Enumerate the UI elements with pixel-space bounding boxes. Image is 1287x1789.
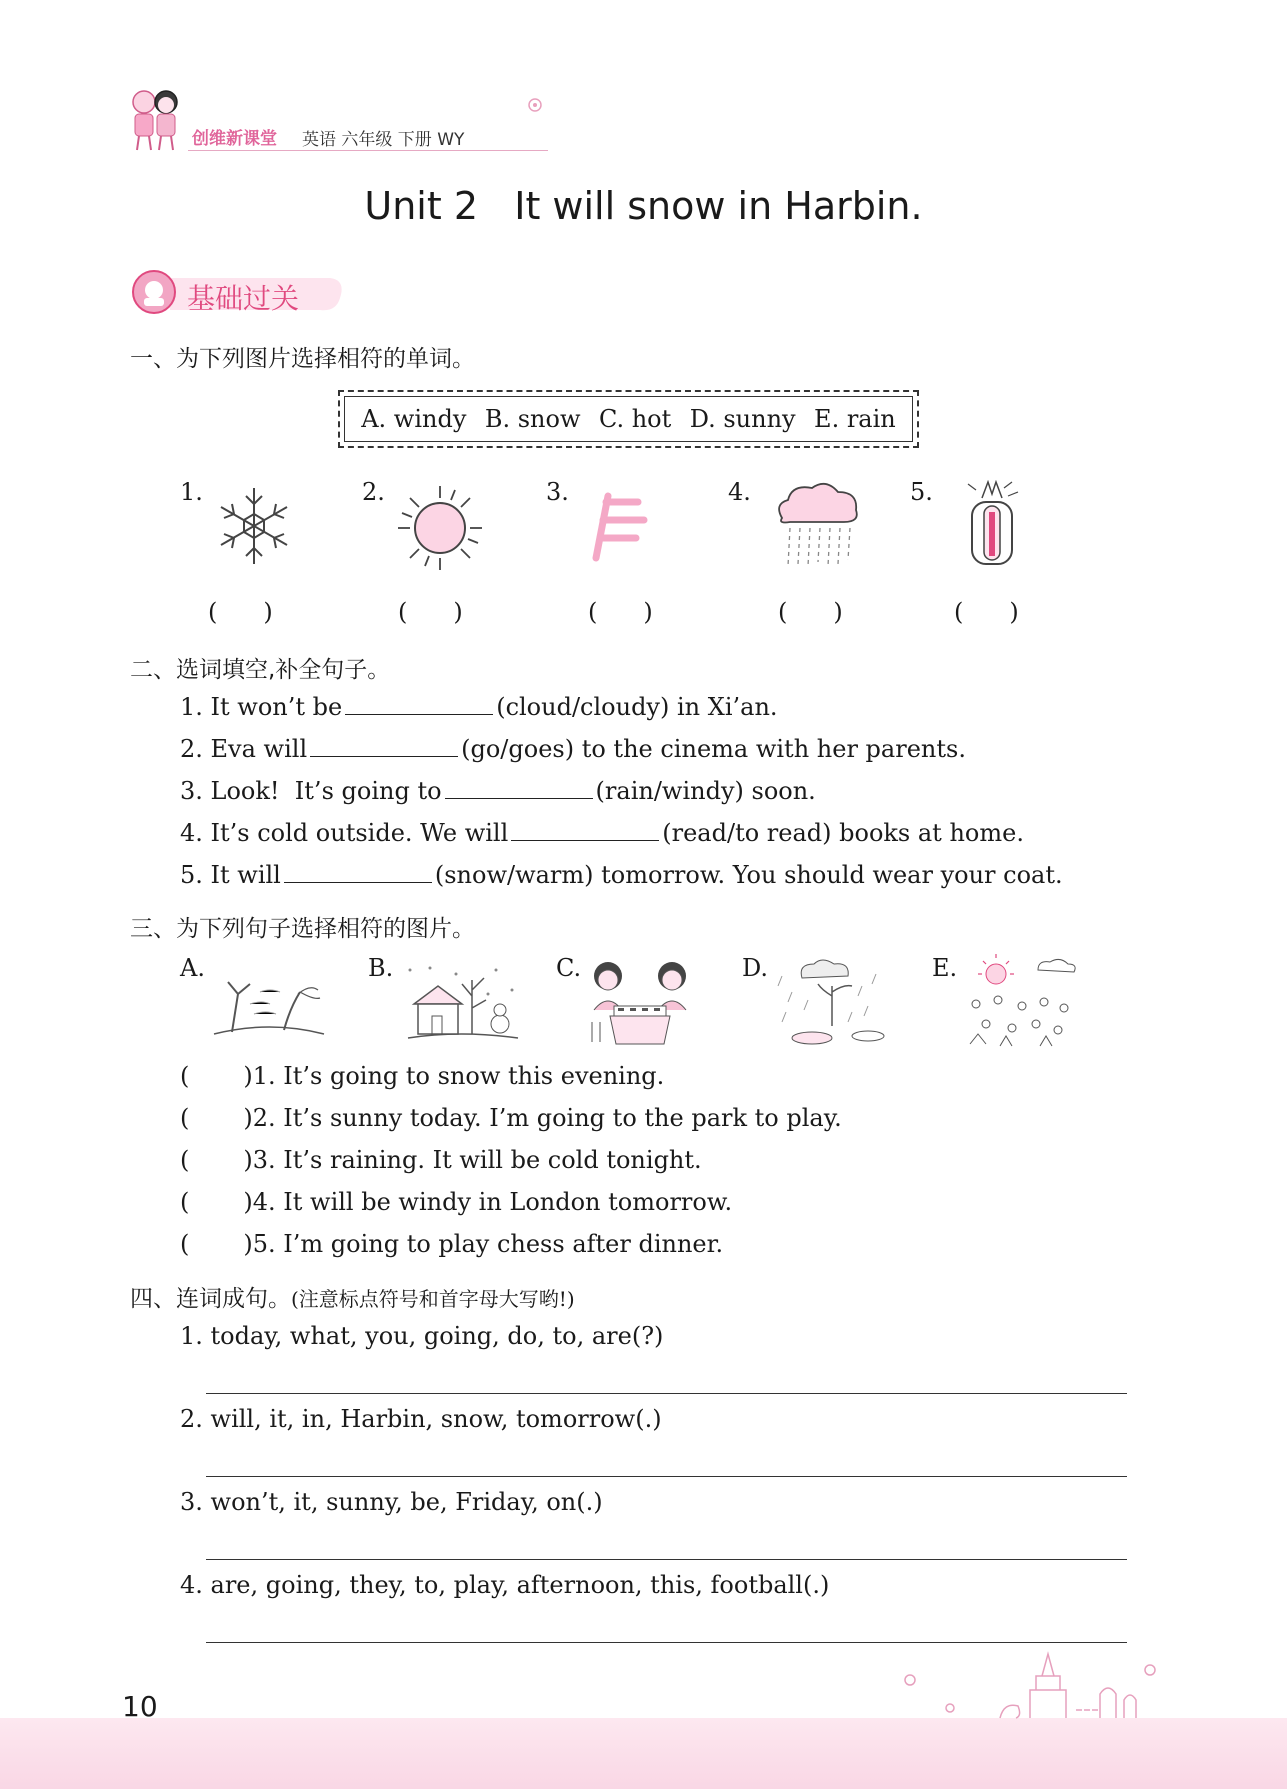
q4-heading: 四、连词成句。(注意标点符号和首字母大写哟!) [130,1286,575,1312]
q1-heading: 一、为下列图片选择相符的单词。 [130,346,475,372]
q2-sentence: 4. It’s cold outside. We will (read/to read) books at home. [180,819,1024,847]
chess-players-icon [584,952,696,1048]
answer-line[interactable] [206,1559,1127,1560]
picture-label: D. [742,954,769,982]
answer-parentheses: ( ) [208,598,273,626]
windy-scene-icon [210,964,328,1044]
snowy-house-icon [400,960,524,1046]
picture-label: B. [368,954,394,982]
q3-sentence: ( )3. It’s raining. It will be cold tonight. [180,1146,702,1174]
q3-sentence: ( )5. I’m going to play chess after dinner. [180,1230,724,1258]
fill-blank[interactable] [445,776,593,799]
option-d: D. sunny [689,405,796,433]
answer-parentheses: ( ) [778,598,843,626]
snowflake-icon [208,484,300,568]
sunny-park-icon [956,954,1080,1050]
q2-sentence: 5. It will (snow/warm) tomorrow. You should wear your coat. [180,861,1063,889]
answer-line[interactable] [206,1642,1127,1643]
q1-item-number: 2. [362,478,385,506]
option-e: E. rain [814,405,896,433]
picture-label: E. [932,954,958,982]
rainy-scene-icon [772,956,890,1048]
answer-line[interactable] [206,1393,1127,1394]
q3-heading: 三、为下列句子选择相符的图片。 [130,916,475,942]
q1-item-number: 4. [728,478,751,506]
answer-parentheses: ( ) [398,598,463,626]
q4-note: (注意标点符号和首字母大写哟!) [291,1287,575,1311]
castle-decoration-icon [880,1650,1170,1720]
rain-cloud-icon [768,480,864,570]
q4-item: 4. are, going, they, to, play, afternoon, this, football(.) [180,1571,830,1599]
q1-item-number: 3. [546,478,569,506]
word-options-box [338,390,919,448]
picture-label: A. [180,954,205,982]
fill-blank[interactable] [345,692,493,715]
answer-parentheses: ( ) [954,598,1019,626]
q2-sentence: 3. Look! It’s going to (rain/windy) soon. [180,777,816,805]
unit-title: Unit 2 It will snow in Harbin. [364,184,923,228]
thermometer-icon [964,480,1024,572]
q4-item: 2. will, it, in, Harbin, snow, tomorrow(.) [180,1405,662,1433]
answer-parentheses: ( ) [588,598,653,626]
fill-blank[interactable] [511,818,659,841]
option-c: C. hot [598,405,672,433]
q4-item: 3. won’t, it, sunny, be, Friday, on(.) [180,1488,603,1516]
kids-mascot-icon [126,86,186,152]
q1-item-number: 1. [180,478,203,506]
section-badge [130,268,350,318]
option-a: A. windy [361,405,467,433]
q3-sentence: ( )1. It’s going to snow this evening. [180,1062,665,1090]
option-b: B. snow [484,405,581,433]
header-divider [188,150,548,151]
q3-sentence: ( )4. It will be windy in London tomorrow. [180,1188,733,1216]
page-number: 10 [122,1690,158,1723]
wind-icon [586,488,656,564]
flower-icon [526,96,544,114]
picture-label: C. [556,954,582,982]
q2-sentence: 2. Eva will (go/goes) to the cinema with her parents. [180,735,966,763]
q1-item-number: 5. [910,478,933,506]
answer-line[interactable] [206,1476,1127,1477]
footer-band [0,1718,1287,1789]
book-info: 英语 六年级 下册 WY [302,130,465,150]
q2-sentence: 1. It won’t be (cloud/cloudy) in Xi’an. [180,693,778,721]
sun-icon [394,482,486,574]
q4-item: 1. today, what, you, going, do, to, are(?) [180,1322,664,1350]
q3-sentence: ( )2. It’s sunny today. I’m going to the park to play. [180,1104,842,1132]
section-badge-label: 基础过关 [187,282,300,315]
page-header [126,82,546,156]
fill-blank[interactable] [310,734,458,757]
q2-heading: 二、选词填空,补全句子。 [130,657,391,683]
brand-name: 创维新课堂 [192,129,277,149]
fill-blank[interactable] [284,860,432,883]
